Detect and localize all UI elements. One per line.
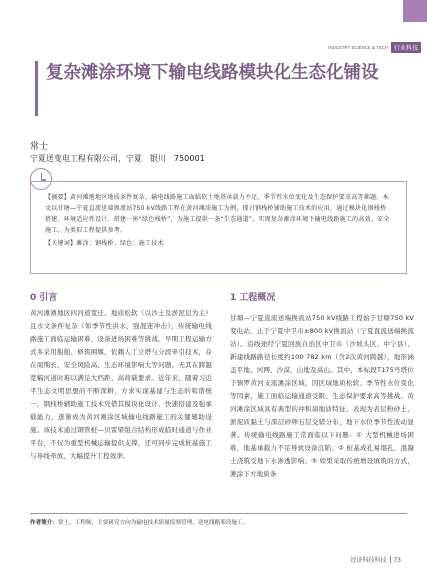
footnote-divider: [30, 513, 407, 514]
article-title: 复杂滩涂环境下输电线路模块化生态化铺设: [46, 63, 379, 83]
section-number: 1: [230, 293, 237, 303]
abstract-box: [30, 181, 407, 274]
corner-color-block: [403, 0, 427, 22]
author-name: 常士: [30, 142, 49, 152]
section-heading-intro: [30, 290, 57, 303]
folio-separator: [390, 556, 391, 563]
author-affiliation: 宁夏送变电工程有限公司，宁夏 银川 750001: [30, 154, 205, 163]
section-title: 引言: [39, 293, 58, 303]
section-heading-overview: [230, 290, 275, 303]
section-title: 工程概况: [239, 293, 276, 303]
title-accent-bar: [35, 61, 38, 116]
section-tag-cn: 行业科技: [391, 42, 421, 53]
author-footnote: [30, 518, 248, 526]
footnote-label: 作者简介：: [30, 520, 58, 526]
abstract-text: 【摘要】黄河滩地地区地质条件复杂，输电线路施工面临软土地基承载力不足、季节性水位变化及生态保护要求高等难题。本文以甘塘—宁夏直流送端换流站750 kV线路工程在黄河滩涂施工为例，探讨钢栈桥铺助施工技术的应用，通过模块化钢栈桥搭建、环境适应性设计、搭建一座“绿色栈桥”，为施工提供一条“生态通道”，实现复杂滩涂环境下输电线路施工的高效、安全施工，为类似工程提供参考。: [45, 194, 390, 234]
footnote-text: 常士，工程师，主要研究方向为输电技术质量监察管理、送电线路架设施工。: [57, 520, 249, 526]
page-folio: [351, 555, 401, 564]
section-tag-en: INDUSTRY SCIENCE & TECH: [328, 45, 388, 50]
section-body-overview: 甘塘—宁夏直流送端换流站750 kV线路工程始于甘塘750 kV变电站，止于宁夏中卫市±800 kV换流站（宁夏直流送端换流站）。沿线途经宁夏回族自治区中卫市（沙坡头区、中宁县）、新建线路路径长度约100 782 km（含2次黄河跨越），地形涵盖平地、河网、沙漠、山地及高山。其中，本标段T175号塔位于镇罗黄河支流滩涂区域，因区域地质松软、季节性水位变化等因素，施工面临运输通道受限、生态保护要求高等挑战。黄河滩涂区域具有典型的冲积扇地质特征，表现为表层粉砂土、淤泥质黏土与深层砂卵石层交错分布，地下水位季节性波动显著。传统输电线路施工常面临以下问题：① 大型机械进场困难，地基承载力不足导致设备沉陷；② 桩基成孔易塌孔，混凝土浇筑受地下水渗透影响；③ 如果采取传统增设填筑的方式，滩涂下方地质条: [230, 314, 414, 478]
page-number: 73: [393, 557, 401, 564]
journal-name: 经济科技科技: [350, 557, 387, 564]
title-block: [46, 60, 406, 86]
section-body-intro: 黄河滩滩地区四河道宽迁、地质松软（以沙土及淤泥层为主）且水文条件复杂（如季节性洪水、强混迷冲击），传统输电线路施工面临运输困难、设备进场困难等挑战。早期工程运输方式多采用船舶、修筑围堰，依赖人工立塔与分段牵引技术，存在周期长、安全风险高、生态环境影响大等问题。无其在跨越宽幅河道时难以满足大档距、高荷载要求。近年来，随着习近平生态文明思想的不断深耕，方求实现基建与生态的和谐统一，钢栈桥辅助施工技术凭借其模块化设计、快速搭建及强承载能力，逐渐成为黄河滩涂区域输电线路施工的关键辅助设施。该技术通过钢管桩—贝雷梁组合结构形成临时通道与作业平台，不仅为重型机械运输提供支撑，还可同步完成桩基施工与导线牵放，大幅提升工程效率。: [30, 309, 212, 460]
section-tag: [328, 42, 421, 53]
section-number: 0: [30, 293, 37, 303]
keywords: 【关键词】滩涂；钢栈桥；绿色；施工技术: [45, 240, 164, 247]
